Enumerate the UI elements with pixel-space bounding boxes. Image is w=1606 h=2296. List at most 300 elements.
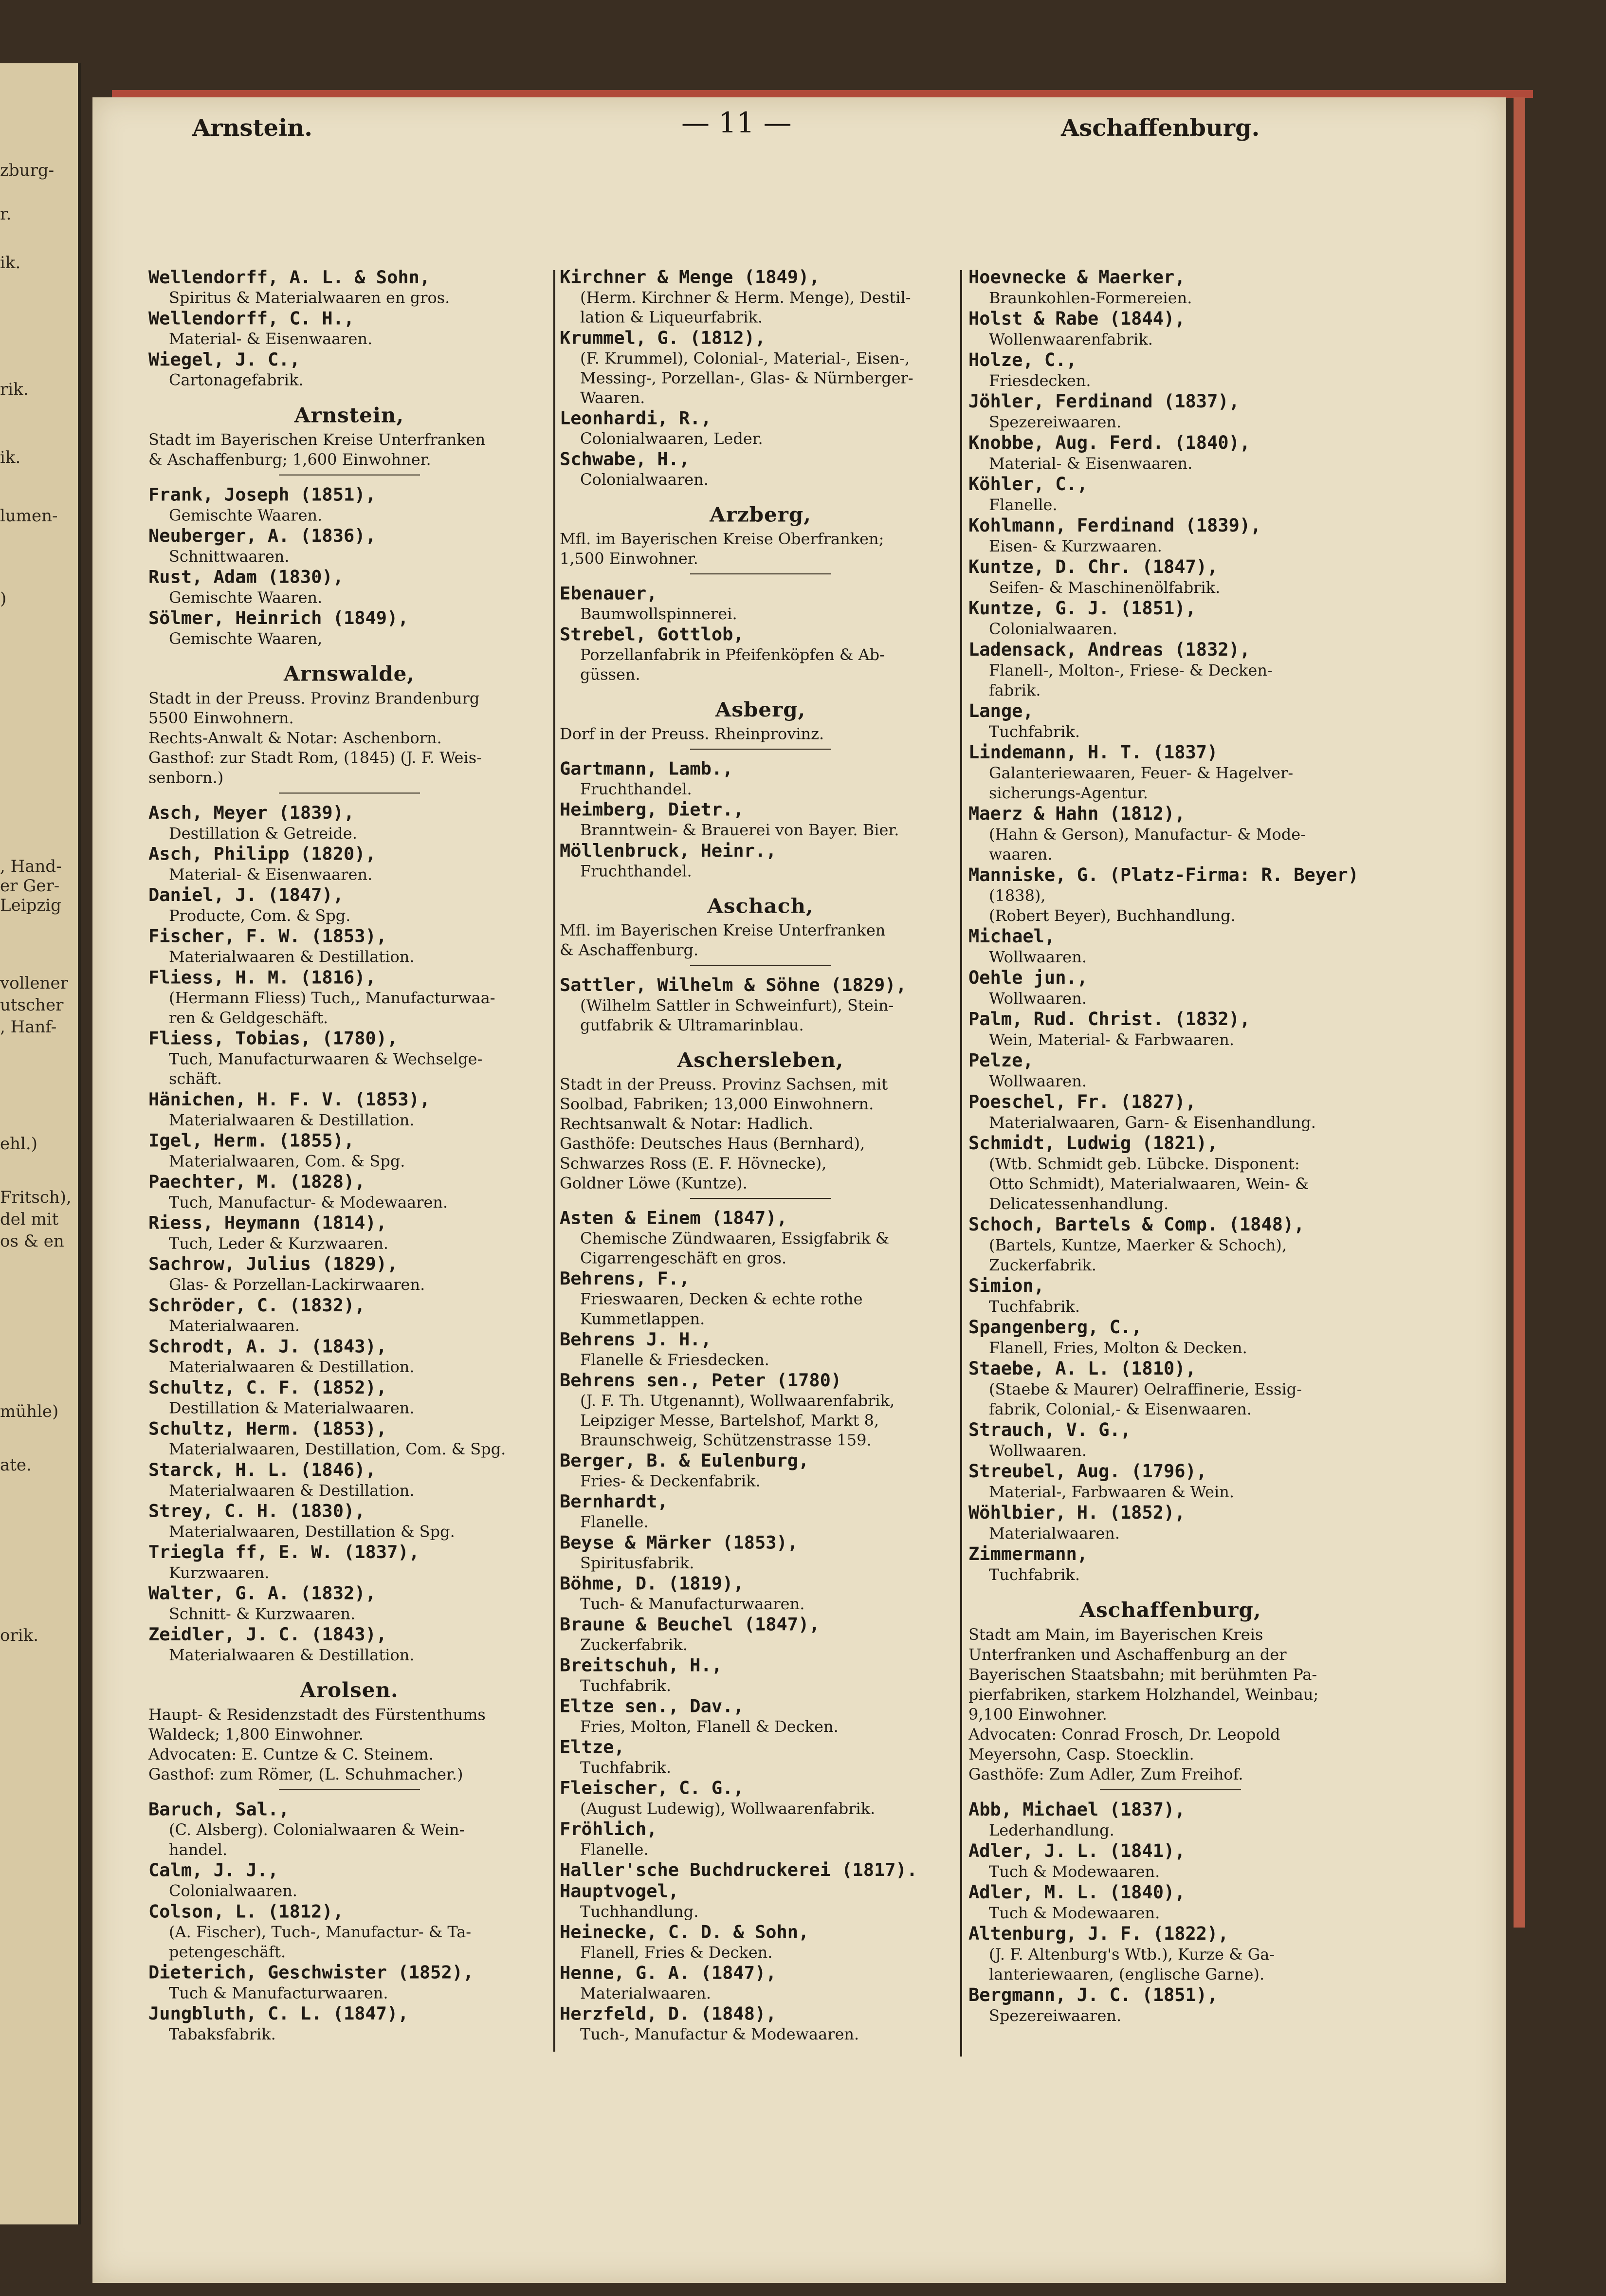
directory-entry [560, 449, 961, 490]
firm-name: Streubel, Aug. (1796), [968, 1461, 1207, 1482]
directory-entry [968, 1502, 1372, 1543]
firm-name: Simion, [968, 1275, 1044, 1296]
firm-name: Köhler, C., [968, 474, 1088, 495]
firm-description: Material-, Farbwaaren & Wein. [989, 1483, 1234, 1501]
firm-name: Fröhlich, [560, 1818, 657, 1839]
firm-description: Materialwaaren & Destillation. [169, 1646, 415, 1664]
directory-entry [968, 1923, 1372, 1984]
firm-description: Wein, Material- & Farbwaaren. [989, 1030, 1234, 1049]
directory-entry [560, 1370, 961, 1450]
firm-description: Tuch- & Manufacturwaaren. [580, 1595, 805, 1613]
firm-name: Krummel, G. (1812), [560, 327, 766, 349]
firm-name: Fleischer, C. G., [560, 1778, 744, 1799]
town-heading: Asberg, [715, 698, 806, 721]
firm-description: Materialwaaren & Destillation. [169, 1358, 415, 1377]
left-page-text-fragment: ik. [0, 448, 21, 467]
town-section [560, 1046, 961, 1199]
firm-name: Zimmermann, [968, 1543, 1088, 1564]
directory-entry [560, 1268, 961, 1329]
firm-description: Porzellanfabrik in Pfeifenköpfen & Ab- güssen. [580, 645, 885, 684]
column-rule [553, 270, 555, 2052]
firm-description: Spiritus & Materialwaaren en gros. [169, 288, 450, 307]
directory-entry [560, 799, 961, 840]
firm-description: Tuch, Leder & Kurzwaaren. [169, 1234, 389, 1253]
firm-description: Fries- & Deckenfabrik. [580, 1471, 761, 1490]
town-heading: Aschersleben, [677, 1048, 844, 1072]
firm-description: (F. Krummel), Colonial-, Material-, Eisen-, Messing-, Porzellan-, Glas- & Nürnberger- Waaren. [580, 349, 913, 407]
town-section [968, 1596, 1372, 1790]
firm-description: Flanelle. [580, 1840, 649, 1859]
firm-name: Sölmer, Heinrich (1849), [148, 607, 409, 629]
firm-description: Colonialwaaren. [169, 1881, 297, 1900]
firm-name: Neuberger, A. (1836), [148, 525, 376, 546]
directory-entry [560, 1859, 961, 1881]
directory-entry [968, 598, 1372, 639]
left-page-text-fragment: Fritsch), [0, 1188, 72, 1207]
directory-entry [560, 1881, 961, 1922]
directory-entry [148, 1542, 550, 1583]
left-page-text-fragment: r. [0, 204, 12, 224]
firm-name: Schultz, C. F. (1852), [148, 1377, 387, 1398]
directory-entry [968, 639, 1372, 700]
left-page-text-fragment: Leipzig [0, 896, 61, 915]
firm-name: Henne, G. A. (1847), [560, 1962, 777, 1984]
firm-description: Material- & Eisenwaaren. [169, 330, 373, 349]
directory-entry [148, 1130, 550, 1172]
directory-entry [560, 328, 961, 408]
adjacent-left-page [0, 63, 81, 2224]
directory-entry [560, 2003, 961, 2044]
firm-name: Behrens J. H., [560, 1329, 712, 1350]
section-divider [1100, 1789, 1241, 1790]
column-3 [968, 267, 1372, 2026]
directory-entry [148, 349, 550, 390]
firm-name: Holze, C., [968, 349, 1077, 370]
left-page-text-fragment: ate. [0, 1455, 32, 1475]
directory-entry [560, 1737, 961, 1778]
firm-name: Hänichen, H. F. V. (1853), [148, 1089, 431, 1110]
firm-name: Rust, Adam (1830), [148, 566, 344, 588]
town-description: Stadt im Bayerischen Kreise Unterfranken & Aschaffenburg; 1,600 Einwohner. [148, 430, 486, 469]
firm-name: Calm, J. J., [148, 1859, 279, 1881]
firm-description: Flanell-, Molton-, Friese- & Decken- fabrik. [989, 661, 1273, 699]
firm-name: Wellendorff, A. L. & Sohn, [148, 267, 431, 288]
firm-description: Galanteriewaaren, Feuer- & Hagelver- sicherungs-Agentur. [989, 764, 1294, 802]
firm-name: Altenburg, J. F. (1822), [968, 1923, 1229, 1944]
firm-description: Wollwaaren. [989, 989, 1087, 1008]
left-page-text-fragment: zburg- [0, 161, 55, 180]
firm-name: Böhme, D. (1819), [560, 1573, 744, 1594]
directory-entry [560, 758, 961, 799]
directory-entry [968, 742, 1372, 803]
firm-description: Tuchfabrik. [989, 722, 1080, 741]
directory-entry [968, 967, 1372, 1009]
firm-description: Materialwaaren, Destillation, Com. & Spg. [169, 1440, 506, 1459]
directory-entry [560, 1778, 961, 1818]
firm-description: Spezereiwaaren. [989, 2006, 1122, 2025]
firm-name: Schoch, Bartels & Comp. (1848), [968, 1214, 1305, 1235]
firm-description: Kurzwaaren. [169, 1563, 270, 1582]
directory-entry [560, 974, 961, 1035]
town-notes: Rechtsanwalt & Notar: Hadlich. Gasthöfe: Deutsches Haus (Bernhard), Schwarzes Ross (E. F. Hövnecke), Goldner Löwe (Kuntze). [560, 1114, 865, 1193]
directory-entry [148, 1799, 550, 1860]
firm-description: Eisen- & Kurzwaaren. [989, 537, 1162, 555]
firm-description: Flanell, Fries & Decken. [580, 1943, 773, 1962]
directory-entry [148, 1501, 550, 1542]
firm-description: Tuch, Manufactur- & Modewaaren. [169, 1193, 448, 1212]
firm-name: Ladensack, Andreas (1832), [968, 639, 1251, 660]
directory-entry [560, 1696, 961, 1737]
firm-description: Colonialwaaren, Leder. [580, 429, 763, 448]
firm-name: Dieterich, Geschwister (1852), [148, 1962, 474, 1983]
left-page-text-fragment: utscher [0, 995, 64, 1015]
firm-name: Fliess, H. M. (1816), [148, 967, 376, 988]
firm-description: Frieswaaren, Decken & echte rothe Kummetlappen. [580, 1290, 863, 1328]
firm-name: Heimberg, Dietr., [560, 799, 744, 820]
directory-entry [968, 1214, 1372, 1275]
firm-name: Riess, Heymann (1814), [148, 1212, 387, 1233]
page-number: — 11 — [681, 106, 792, 139]
directory-entry [560, 1922, 961, 1963]
section-divider [279, 1789, 420, 1790]
town-section [560, 695, 961, 750]
section-divider [690, 965, 831, 966]
section-divider [279, 475, 420, 476]
directory-entry [148, 884, 550, 926]
firm-description: (A. Fischer), Tuch-, Manufactur- & Ta- petengeschäft. [169, 1923, 472, 1961]
directory-entry [968, 432, 1372, 474]
firm-description: Cartonagefabrik. [169, 370, 304, 389]
left-page-text-fragment: ) [0, 589, 7, 608]
firm-name: Herzfeld, D. (1848), [560, 2003, 777, 2024]
town-description: Mfl. im Bayerischen Kreise Oberfranken; 1,500 Einwohner. [560, 530, 884, 568]
firm-name: Sachrow, Julius (1829), [148, 1253, 398, 1275]
firm-description: Materialwaaren. [989, 1524, 1120, 1543]
firm-name: Holst & Rabe (1844), [968, 308, 1186, 329]
left-page-text-fragment: lumen- [0, 506, 58, 526]
firm-description: Material- & Eisenwaaren. [169, 865, 373, 884]
town-heading: Arzberg, [710, 502, 811, 527]
firm-description: (August Ludewig), Wollwaarenfabrik. [580, 1799, 876, 1818]
firm-name: Kirchner & Menge (1849), [560, 267, 820, 288]
firm-name: Fliess, Tobias, (1780), [148, 1028, 398, 1049]
directory-entry [148, 1212, 550, 1254]
firm-name: Staebe, A. L. (1810), [968, 1358, 1196, 1379]
left-page-text-fragment: ik. [0, 253, 21, 273]
left-page-text-fragment: mühle) [0, 1402, 59, 1421]
directory-entry [968, 1461, 1372, 1502]
town-notes: Rechts-Anwalt & Notar: Aschenborn. Gasthof: zur Stadt Rom, (1845) (J. F. Weis- senborn.) [148, 729, 482, 787]
directory-entry [968, 308, 1372, 349]
firm-name: Leonhardi, R., [560, 407, 712, 429]
directory-entry [968, 700, 1372, 742]
firm-name: Strey, C. H. (1830), [148, 1500, 365, 1522]
firm-name: Asten & Einem (1847), [560, 1207, 787, 1229]
left-page-text-fragment: er Ger- [0, 876, 60, 896]
firm-name: Ebenauer, [560, 583, 657, 604]
firm-description: Gemischte Waaren, [169, 629, 323, 648]
firm-name: Berger, B. & Eulenburg, [560, 1450, 809, 1471]
firm-name: Schmidt, Ludwig (1821), [968, 1133, 1218, 1154]
left-page-text-fragment: orik. [0, 1626, 39, 1645]
town-description: Dorf in der Preuss. Rheinprovinz. [560, 724, 824, 743]
firm-name: Hauptvogel, [560, 1880, 679, 1902]
directory-entry [560, 1655, 961, 1696]
firm-description: Destillation & Materialwaaren. [169, 1398, 415, 1417]
running-head-right: Aschaffenburg. [1061, 114, 1260, 142]
left-page-text-fragment: os & en [0, 1231, 64, 1251]
directory-entry [968, 1840, 1372, 1882]
section-divider [690, 749, 831, 750]
town-description: Haupt- & Residenzstadt des Fürstenthums Waldeck; 1,800 Einwohner. [148, 1705, 486, 1744]
firm-description: (Wilhelm Sattler in Schweinfurt), Stein- gutfabrik & Ultramarinblau. [580, 996, 894, 1034]
firm-name: Schultz, Herm. (1853), [148, 1418, 387, 1439]
town-section [148, 660, 550, 794]
directory-entry [968, 1050, 1372, 1091]
directory-entry [968, 1882, 1372, 1923]
firm-description: Materialwaaren, Destillation & Spg. [169, 1522, 455, 1541]
directory-entry [148, 267, 550, 308]
firm-description: Materialwaaren, Com. & Spg. [169, 1152, 405, 1171]
directory-entry [148, 1089, 550, 1130]
directory-entry [560, 840, 961, 881]
left-page-text-fragment: , Hanf- [0, 1017, 57, 1037]
directory-entry [968, 1133, 1372, 1214]
firm-description: Gemischte Waaren. [169, 588, 323, 607]
directory-entry [148, 567, 550, 608]
directory-entry [968, 864, 1372, 926]
directory-entry [148, 1459, 550, 1501]
firm-name: Kuntze, G. J. (1851), [968, 598, 1196, 619]
firm-name: Jungbluth, C. L. (1847), [148, 2003, 409, 2024]
directory-entry [148, 1962, 550, 2003]
left-page-text-fragment: rik. [0, 380, 29, 399]
firm-description: Tuch & Modewaaren. [989, 1904, 1160, 1922]
left-page-text-fragment: , Hand- [0, 857, 62, 876]
section-divider [279, 792, 420, 793]
firm-description: Colonialwaaren. [989, 620, 1117, 638]
firm-description: Tuch-, Manufactur & Modewaaren. [580, 2025, 859, 2044]
town-heading: Arolsen. [300, 1678, 399, 1702]
firm-name: Wellendorff, C. H., [148, 308, 355, 329]
directory-entry [968, 803, 1372, 864]
firm-name: Maerz & Hahn (1812), [968, 803, 1186, 824]
firm-description: Spezereiwaaren. [989, 413, 1122, 431]
firm-description: Tuch & Modewaaren. [989, 1862, 1160, 1881]
directory-entry [968, 391, 1372, 432]
firm-name: Braune & Beuchel (1847), [560, 1614, 820, 1635]
firm-name: Paechter, M. (1828), [148, 1171, 365, 1193]
town-description: Stadt am Main, im Bayerischen Kreis Unterfranken und Aschaffenburg an der Bayerischen Staatsbahn; mit berühmten Pa- pierfabriken, starkem Holzhandel, Weinbau; 9,100 Einwohner. [968, 1625, 1319, 1724]
directory-entry [968, 1091, 1372, 1133]
firm-name: Abb, Michael (1837), [968, 1799, 1186, 1820]
directory-entry [968, 1419, 1372, 1461]
firm-description: Tabaksfabrik. [169, 2025, 276, 2043]
firm-name: Eltze sen., Dav., [560, 1695, 744, 1717]
firm-name: Asch, Philipp (1820), [148, 843, 376, 864]
firm-description: Gemischte Waaren. [169, 506, 323, 525]
directory-entry [968, 267, 1372, 308]
directory-entry [148, 1253, 550, 1295]
firm-description: Chemische Zündwaaren, Essigfabrik & Cigarrengeschäft en gros. [580, 1229, 890, 1267]
directory-entry [968, 515, 1372, 556]
firm-description: (1838), (Robert Beyer), Buchhandlung. [989, 886, 1236, 925]
firm-description: Fries, Molton, Flanell & Decken. [580, 1717, 839, 1736]
firm-description: Branntwein- & Brauerei von Bayer. Bier. [580, 821, 899, 840]
firm-name: Strauch, V. G., [968, 1419, 1132, 1440]
town-section [148, 1676, 550, 1790]
firm-name: Sattler, Wilhelm & Söhne (1829), [560, 974, 907, 995]
directory-entry [148, 2003, 550, 2044]
firm-name: Schwabe, H., [560, 448, 690, 470]
directory-entry [560, 1208, 961, 1268]
firm-description: Friesdecken. [989, 371, 1091, 390]
directory-entry [148, 1418, 550, 1460]
firm-name: Michael, [968, 926, 1056, 947]
firm-description: (Herm. Kirchner & Herm. Menge), Destil- lation & Liqueurfabrik. [580, 288, 911, 327]
firm-name: Kohlmann, Ferdinand (1839), [968, 515, 1261, 536]
firm-name: Colson, L. (1812), [148, 1901, 344, 1922]
directory-entry [560, 1818, 961, 1859]
firm-name: Wiegel, J. C., [148, 349, 300, 370]
directory-entry [968, 556, 1372, 598]
directory-entry [148, 525, 550, 567]
firm-name: Fischer, F. W. (1853), [148, 925, 387, 947]
firm-description: Materialwaaren & Destillation. [169, 1110, 415, 1129]
firm-name: Adler, J. L. (1841), [968, 1840, 1186, 1861]
firm-name: Möllenbruck, Heinr., [560, 840, 777, 861]
directory-entry [148, 926, 550, 967]
firm-name: Igel, Herm. (1855), [148, 1130, 355, 1151]
firm-description: (J. F. Altenburg's Wtb.), Kurze & Ga- lanteriewaaren, (englische Garne). [989, 1945, 1275, 1984]
town-heading: Arnswalde, [284, 661, 415, 686]
firm-description: Seifen- & Maschinenölfabrik. [989, 578, 1221, 597]
firm-description: Materialwaaren & Destillation. [169, 1481, 415, 1500]
firm-name: Schröder, C. (1832), [148, 1294, 365, 1316]
firm-description: Flanelle & Friesdecken. [580, 1350, 769, 1369]
firm-name: Pelze, [968, 1050, 1034, 1071]
firm-name: Lindemann, H. T. (1837) [968, 742, 1218, 763]
firm-description: Baumwollspinnerei. [580, 605, 737, 624]
firm-description: Spiritusfabrik. [580, 1554, 694, 1572]
town-description: Mfl. im Bayerischen Kreise Unterfranken & Aschaffenburg. [560, 921, 886, 959]
directory-entry [148, 802, 550, 844]
directory-entry [148, 484, 550, 526]
left-page-text-fragment: vollener [0, 974, 68, 993]
firm-description: Tuch & Manufacturwaaren. [169, 1984, 388, 2002]
firm-description: Glas- & Porzellan-Lackirwaaren. [169, 1275, 425, 1294]
firm-name: Gartmann, Lamb., [560, 758, 733, 779]
firm-name: Jöhler, Ferdinand (1837), [968, 391, 1240, 412]
directory-entry [148, 607, 550, 649]
directory-entry [968, 474, 1372, 515]
firm-name: Oehle jun., [968, 967, 1088, 988]
directory-entry [148, 1901, 550, 1962]
firm-description: (Hahn & Gerson), Manufactur- & Mode- waaren. [989, 825, 1306, 863]
directory-entry [560, 1573, 961, 1614]
directory-entry [148, 1624, 550, 1665]
firm-description: (Staebe & Maurer) Oelraffinerie, Essig- fabrik, Colonial,- & Eisenwaaren. [989, 1380, 1302, 1418]
column-1 [148, 267, 550, 2044]
firm-name: Palm, Rud. Christ. (1832), [968, 1009, 1251, 1029]
firm-description: Schnitt- & Kurzwaaren. [169, 1604, 356, 1623]
firm-name: Bernhardt, [560, 1491, 668, 1512]
firm-description: Zuckerfabrik. [580, 1635, 688, 1654]
town-description: Stadt in der Preuss. Provinz Sachsen, mit Soolbad, Fabriken; 13,000 Einwohnern. [560, 1075, 888, 1114]
directory-entry [148, 967, 550, 1028]
firm-description: Materialwaaren & Destillation. [169, 947, 415, 966]
town-section [560, 892, 961, 966]
directory-entry [968, 1799, 1372, 1840]
firm-description: Colonialwaaren. [580, 470, 709, 489]
directory-entry [560, 1329, 961, 1370]
left-page-text-fragment: del mit [0, 1210, 59, 1229]
firm-description: Wollwaaren. [989, 1072, 1087, 1090]
firm-name: Heinecke, C. D. & Sohn, [560, 1921, 809, 1943]
directory-entry [148, 1336, 550, 1378]
firm-description: Tuchfabrik. [580, 1758, 671, 1777]
town-heading: Aschach, [707, 894, 814, 918]
firm-description: Material- & Eisenwaaren. [989, 454, 1193, 473]
directory-entry [560, 267, 961, 328]
firm-description: Tuchfabrik. [989, 1297, 1080, 1316]
firm-name: Daniel, J. (1847), [148, 884, 344, 906]
firm-description: Fruchthandel. [580, 862, 692, 881]
left-page-text-fragment: ehl.) [0, 1134, 37, 1154]
directory-entry [968, 1009, 1372, 1050]
directory-entry [968, 1984, 1372, 2026]
directory-entry [560, 1614, 961, 1655]
firm-name: Starck, H. L. (1846), [148, 1459, 376, 1480]
firm-name: Walter, G. A. (1832), [148, 1582, 376, 1604]
directory-entry [560, 583, 961, 624]
firm-description: (Bartels, Kuntze, Maerker & Schoch), Zuckerfabrik. [989, 1236, 1287, 1274]
firm-description: Wollenwaarenfabrik. [989, 330, 1153, 349]
town-notes: Advocaten: E. Cuntze & C. Steinem. Gasthof: zum Römer, (L. Schuhmacher.) [148, 1745, 463, 1783]
firm-name: Hoevnecke & Maerker, [968, 267, 1186, 288]
firm-description: Tuch, Manufacturwaaren & Wechselge- schäft. [169, 1049, 483, 1088]
firm-description: Fruchthandel. [580, 780, 692, 799]
firm-name: Triegla ff, E. W. (1837), [148, 1542, 420, 1563]
firm-description: Flanelle. [989, 496, 1058, 514]
firm-description: Lederhandlung. [989, 1821, 1114, 1839]
firm-name: Eltze, [560, 1737, 625, 1758]
directory-entry [148, 1583, 550, 1624]
directory-entry [560, 1450, 961, 1491]
firm-name: Behrens sen., Peter (1780) [560, 1370, 842, 1391]
firm-description: (Hermann Fliess) Tuch,, Manufacturwaa- ren & Geldgeschäft. [169, 989, 495, 1027]
town-heading: Arnstein, [294, 403, 404, 427]
firm-description: Materialwaaren, Garn- & Eisenhandlung. [989, 1113, 1316, 1132]
directory-entry [560, 1491, 961, 1532]
town-section [148, 401, 550, 476]
firm-name: Beyse & Märker (1853), [560, 1532, 799, 1553]
firm-name: Manniske, G. (Platz-Firma: R. Beyer) [968, 864, 1359, 885]
firm-description: Tuchhandlung. [580, 1902, 699, 1921]
directory-entry [968, 1275, 1372, 1317]
firm-name: Kuntze, D. Chr. (1847), [968, 556, 1218, 577]
firm-description: Destillation & Getreide. [169, 824, 357, 843]
firm-description: Schnittwaaren. [169, 547, 290, 566]
directory-entry [148, 1860, 550, 1901]
directory-entry [560, 624, 961, 685]
firm-name: Strebel, Gottlob, [560, 624, 744, 645]
firm-description: Braunkohlen-Formereien. [989, 289, 1192, 307]
red-page-edge-top [112, 90, 1533, 98]
firm-description: Wollwaaren. [989, 1441, 1087, 1460]
firm-name: Bergmann, J. C. (1851), [968, 1984, 1218, 2005]
column-2 [560, 267, 961, 2044]
